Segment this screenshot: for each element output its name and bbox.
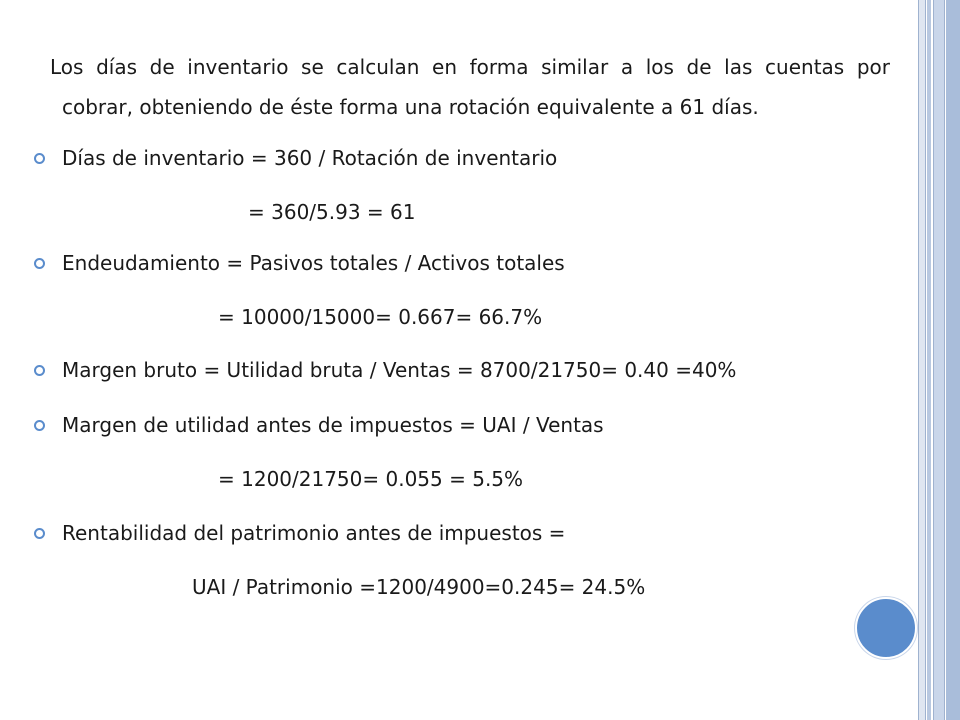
- list-item-continuation: = 10000/15000= 0.667= 66.7%: [218, 305, 543, 329]
- decor-bar: [918, 0, 926, 720]
- intro-line: Los días de inventario se calculan en forma similar a los de las cuentas por: [50, 55, 890, 79]
- list-item: Endeudamiento = Pasivos totales / Activos totales: [62, 251, 565, 275]
- bullet-icon: [34, 365, 45, 376]
- list-item: Margen bruto = Utilidad bruta / Ventas = 8700/21750= 0.40 =40%: [62, 358, 737, 382]
- bullet-icon: [34, 258, 45, 269]
- decor-bar: [946, 0, 960, 720]
- bullet-icon: [34, 420, 45, 431]
- decor-bar: [933, 0, 945, 720]
- decor-bar: [927, 0, 931, 720]
- list-item-continuation: = 1200/21750= 0.055 = 5.5%: [218, 467, 524, 491]
- bullet-icon: [34, 528, 45, 539]
- list-item: Rentabilidad del patrimonio antes de impuestos =: [62, 521, 566, 545]
- decor-circle: [855, 597, 917, 659]
- intro-line: cobrar, obteniendo de éste forma una rotación equivalente a 61 días.: [62, 95, 759, 119]
- list-item-continuation: = 360/5.93 = 61: [248, 200, 416, 224]
- list-item-continuation: UAI / Patrimonio =1200/4900=0.245= 24.5%: [192, 575, 646, 599]
- list-item: Margen de utilidad antes de impuestos = UAI / Ventas: [62, 413, 604, 437]
- bullet-icon: [34, 153, 45, 164]
- intro-paragraph: [50, 47, 890, 127]
- list-item: Días de inventario = 360 / Rotación de inventario: [62, 146, 558, 170]
